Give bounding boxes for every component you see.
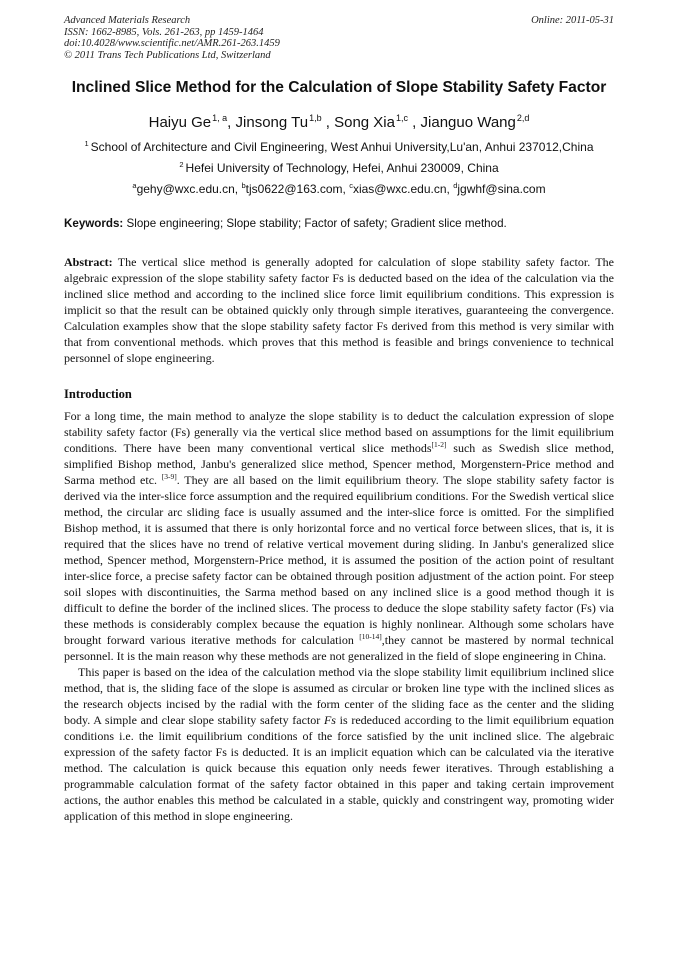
- email-address: xias@wxc.edu.cn: [352, 182, 447, 196]
- citation: [1-2]: [431, 440, 447, 449]
- affiliation-2: [30, 160, 648, 175]
- symbol-fs: Fs: [323, 713, 336, 727]
- author-name: Haiyu Ge: [148, 114, 212, 131]
- email-address: gehy@wxc.edu.cn: [136, 182, 235, 196]
- author-affiliation-mark: 1, a: [212, 113, 228, 123]
- email-mark: d: [453, 181, 458, 190]
- email-address: jgwhf@sina.com: [457, 182, 546, 196]
- copyright-line: © 2011 Trans Tech Publications Ltd, Switzerland: [64, 49, 271, 61]
- paragraph-text: . They are all based on the limit equilibrium theory. The slope stability safety factor is derived via the inter-slice force assumption and the required equilibrium conditions. For the Swedish vertical slice method, the circular arc sliding face is usually assumed and the inter-slice force is omitted. For the simplified Bishop method, it is assumed that there is only horizontal force and no vertical force between slices, that is, it is required that the slices have no trend of relative vertical movement during sliding. In Janbu's generalized slice method, Spencer method, Morgenstern-Price method, it is assumed the position of the action point of resultant inter-slice force, a precise safety factor can be obtained through position adjustment of the action point. For steep soil slopes with discontinuities, the Sarma method based on any inclined slice is a good method though it is difficult to define the border of the inclined slices. The process to deduce the slope stability safety factor (Fs) via these methods is considerably complex because the equation is highly nonlinear. Although some scholars have brought forward various iterative methods for calculation: [64, 473, 614, 647]
- author-emails: $^a$gehy@wxc.edu.cn, $^b$tjs0622@163.com, $^c$xias@wxc.edu.cn, $^d$jgwhf@sina.com: [132, 181, 546, 196]
- journal-name: Advanced Materials Research: [64, 15, 191, 26]
- paragraph-text: ,they cannot be mastered by normal technical personnel. It is the main reason why these methods are not generalized in the field of slope engineering in China.: [64, 633, 614, 663]
- abstract-text: The vertical slice method is generally adopted for calculation of slope stability safety factor. The algebraic expression of the slope stability safety factor Fs is deducted based on the idea of the calculation via the inclined slice method and according to the inclined slice force limit equilibrium conditions. This expression is implicit so that the result can be obtained quickly only through simple iteratives, guaranteeing the convergence. Calculation examples show that the slope stability safety factor Fs derived from this method is very similar with that from conventional methods. which proves that this method is feasible and brings convenience to technical personnel of slope engineering.: [64, 255, 614, 365]
- intro-paragraph-1: [64, 408, 614, 664]
- paragraph-text: such as Swedish slice method, simplified Bishop method, Janbu's generalized slice method, Spencer method, Morgenstern-Price method and Sarma method etc.: [64, 441, 614, 487]
- section-heading-introduction: Introduction: [64, 387, 132, 401]
- email-mark: a: [132, 181, 137, 190]
- paper-title: Inclined Slice Method for the Calculation of Slope Stability Safety Factor: [71, 79, 607, 96]
- paragraph-text: is rededuced according to the limit equilibrium equation conditions i.e. the limit equilibrium conditions of the force satisfied by the unit inclined slice. The algebraic expression of the safety factor Fs is deducted. It is an implicit equation which can be calculated via the iterative method. The calculation is quick because this equation only needs fewer iteratives. Through establishing a programmable calculation format of the safety factor obtained in this paper and taking certain improvement actions, the author enables this method be calculated in a stable, quickly and constringent way, promoting wider application of this method in slope engineering.: [64, 713, 614, 823]
- author-list: Haiyu Ge$^{1, a}$, Jinsong Tu$^{1,b}$ , Song Xia$^{1,c}$ , Jianguo Wang$^{2,d}$: [148, 113, 530, 131]
- intro-paragraph-2: [64, 664, 614, 824]
- citation: [3-9]: [161, 472, 177, 481]
- abstract-label: Abstract:: [64, 255, 113, 269]
- paragraph-text: For a long time, the main method to analyze the slope stability is to deduct the calculation expression of slope stability safety factor (Fs) generally via the vertical slice method based on assumptions for the limit equilibrium conditions. There have been many conventional vertical slice methods: [64, 409, 614, 455]
- affiliation-mark: 2: [179, 160, 184, 169]
- keywords-label: Keywords:: [64, 217, 124, 230]
- email-mark: c: [349, 181, 353, 190]
- keywords: [64, 217, 624, 230]
- introduction-body: [64, 408, 614, 824]
- doi-line: doi:10.4028/www.scientific.net/AMR.261-263.1459: [64, 38, 280, 50]
- citation: [10-14]: [359, 632, 382, 641]
- journal-header: [64, 15, 280, 61]
- author-name: Jinsong Tu: [235, 114, 309, 131]
- author-affiliation-mark: 1,c: [395, 113, 408, 123]
- author-name: Jianguo Wang: [420, 114, 516, 131]
- author-name: Song Xia: [334, 114, 395, 131]
- author-affiliation-mark: 1,b: [309, 113, 322, 123]
- author-affiliation-mark: 2,d: [516, 113, 530, 123]
- affiliation-text: Hefei University of Technology, Hefei, Anhui 230009, China: [185, 161, 499, 175]
- affiliation-mark: 1: [84, 139, 89, 148]
- affiliation-1: [30, 139, 648, 154]
- email-address: tjs0622@163.com: [245, 182, 343, 196]
- online-date: Online: 2011-05-31: [531, 15, 614, 26]
- paragraph-text: This paper is based on the idea of the calculation method via the slope stability limit equilibrium inclined slice method, that is, the sliding face of the slope is assumed as circular or broken line type with the inclined slices as the research objects incised by the radial with the form center of the sliding face as the center and the sliding body. A simple and clear slope stability safety factor: [64, 665, 614, 727]
- keywords-text: Slope engineering; Slope stability; Factor of safety; Gradient slice method.: [126, 217, 507, 230]
- affiliation-text: School of Architecture and Civil Engineering, West Anhui University,Lu'an, Anhui 237012,China: [90, 140, 594, 154]
- issn-line: ISSN: 1662-8985, Vols. 261-263, pp 1459-1464: [64, 26, 264, 38]
- abstract: [64, 254, 614, 366]
- email-mark: b: [241, 181, 246, 190]
